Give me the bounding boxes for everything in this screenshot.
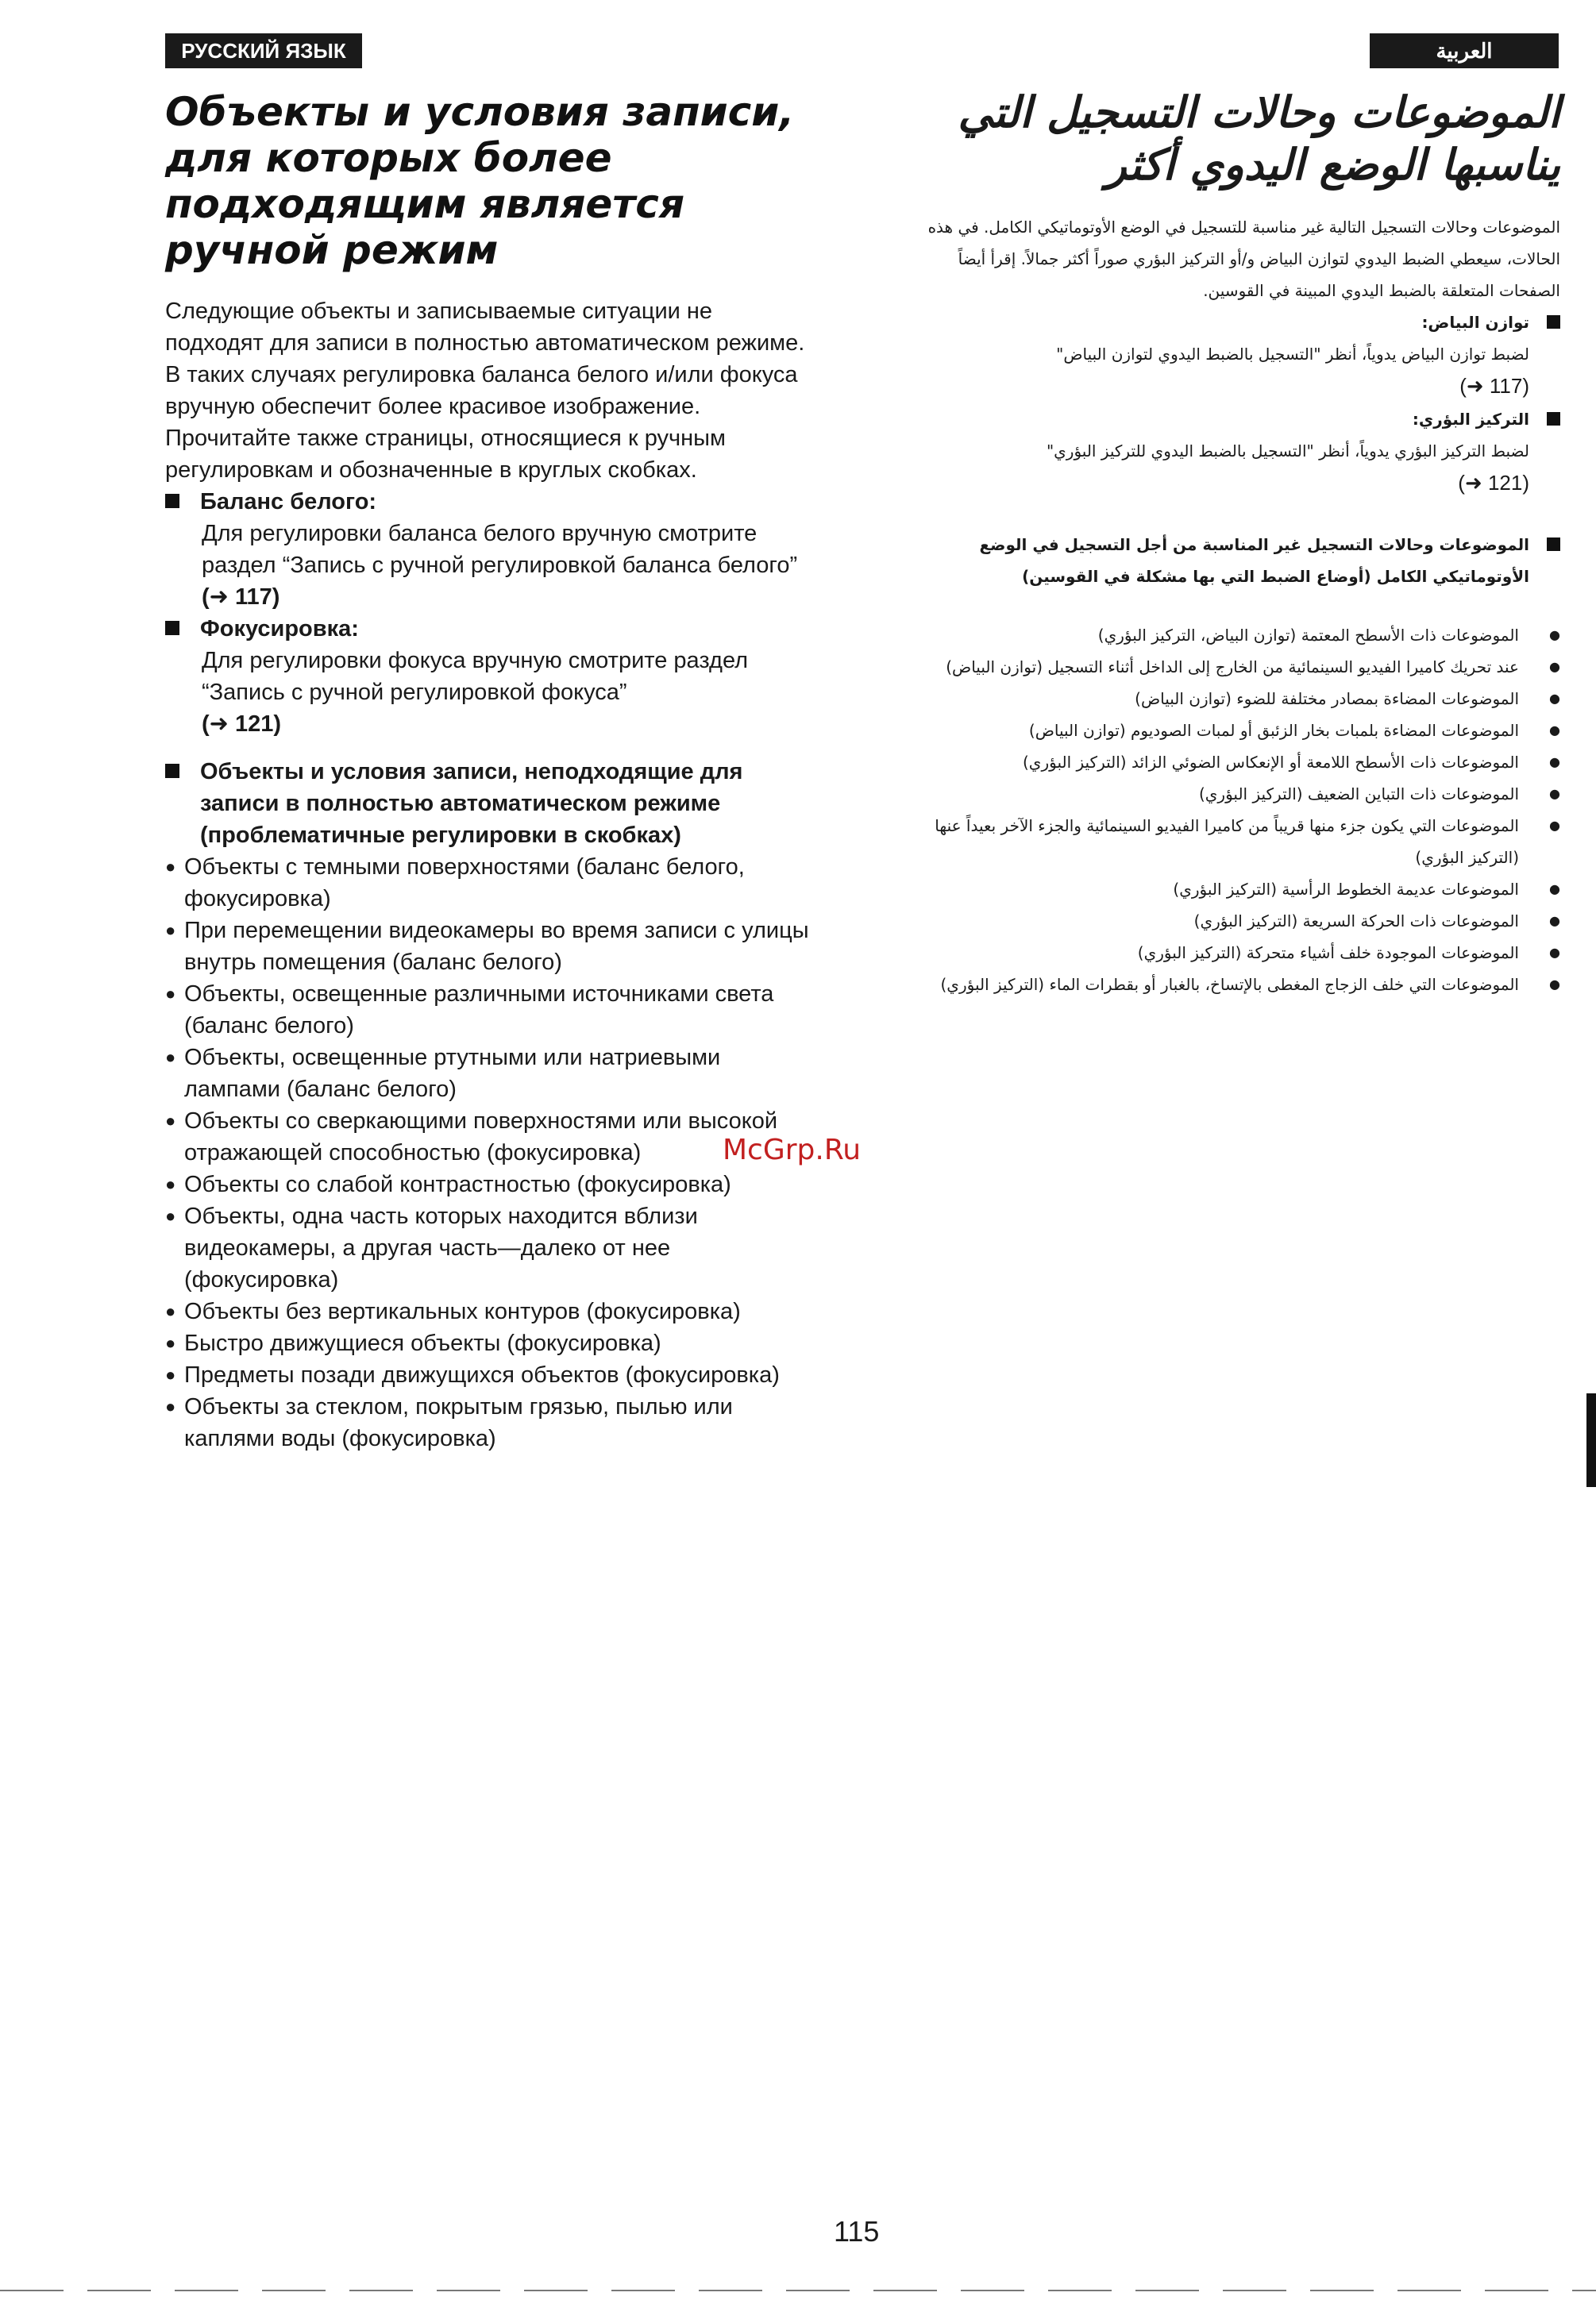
page-number: 115	[834, 2215, 880, 2248]
edge-tab-marker	[1586, 1393, 1596, 1487]
intro-paragraph-arabic: الموضوعات وحالات التسجيل التالية غير مناسبة للتسجيل في الوضع الأوتوماتيكي الكامل. في هذه الحالات، سيعطي الضبط اليدوي لتوازن البياض و/أو التركيز البؤري صوراً أكثر جمالاً. إقرأ أيضاً الصفحات المتعلقة بالضبط اليدوي المبينة في القوسين.	[927, 218, 1560, 300]
section-heading: Объекты и условия записи, неподходящие для записи в полностью автоматическом режиме (проблематичные регулировки в скобках)	[200, 759, 743, 848]
section-heading: الموضوعات وحالات التسجيل غير المناسبة من أجل التسجيل في الوضع الأوتوماتيكي الكامل (أوضاع الضبط التي بها مشكلة في القوسين)	[979, 535, 1529, 586]
list-item: ● الموضوعات ذات التباين الضعيف (التركيز البؤري)	[917, 778, 1560, 810]
language-tab-arabic: العربية	[1370, 33, 1559, 68]
list-item: ● الموضوعات ذات الأسطح اللامعة أو الإنعكاس الضوئي الزائد (التركيز البؤري)	[917, 746, 1560, 778]
section-text: لضبط توازن البياض يدوياً، أنظر "التسجيل بالضبط اليدوي لتوازن البياض"	[1056, 345, 1529, 364]
list-item: ● الموضوعات ذات الحركة السريعة (التركيز البؤري)	[917, 905, 1560, 937]
list-item: ● Быстро движущиеся объекты (фокусировка)	[165, 1327, 816, 1359]
list-item: ● الموضوعات الموجودة خلف أشياء متحركة (التركيز البؤري)	[917, 937, 1560, 969]
language-tab-russian: РУССКИЙ ЯЗЫК	[165, 33, 362, 68]
intro-paragraph: Следующие объекты и записываемые ситуации не подходят для записи в полностью автоматическом режиме. В таких случаях регулировка баланса белого и/или фокуса вручную обеспечит более красивое изображение. Прочитайте также страницы, относящиеся к ручным регулировкам и обозначенные в круглых скобках.	[165, 299, 805, 483]
list-item: ● الموضوعات التي يكون جزء منها قريباً من كاميرا الفيديو السينمائية والجزء الآخر بعيداً عنها (التركيز البؤري)	[917, 810, 1560, 873]
list-item: ● Объекты, освещенные различными источниками света (баланс белого)	[165, 978, 816, 1042]
list-item: ● Объекты без вертикальных контуров (фокусировка)	[165, 1296, 816, 1327]
bullet-square-icon	[165, 621, 179, 635]
bullet-square-icon	[165, 494, 179, 508]
list-item: ● الموضوعات ذات الأسطح المعتمة (توازن البياض، التركيز البؤري)	[917, 619, 1560, 651]
section-text: Для регулировки фокуса вручную смотрите раздел “Запись с ручной регулировкой фокуса”	[202, 648, 749, 705]
list-item: ● Объекты, освещенные ртутными или натриевыми лампами (баланс белого)	[165, 1042, 816, 1105]
white-balance-section	[165, 486, 816, 613]
problem-list-arabic	[917, 619, 1560, 1000]
list-item: ● الموضوعات التي خلف الزجاج المغطى بالإتساخ، بالغبار أو بقطرات الماء (التركيز البؤري)	[917, 969, 1560, 1000]
russian-column	[165, 89, 816, 1454]
page-reference: (➜ 121)	[202, 711, 282, 737]
page-title: Объекты и условия записи, для которых более подходящим является ручной режим	[165, 89, 795, 273]
focus-section-arabic	[917, 403, 1560, 500]
list-item: ● Предметы позади движущихся объектов (фокусировка)	[165, 1359, 816, 1391]
list-item: ● Объекты с темными поверхностями (баланс белого, фокусировка)	[165, 851, 816, 915]
list-item: ● الموضوعات المضاءة بلمبات بخار الزئبق أو لمبات الصوديوم (توازن البياض)	[917, 715, 1560, 746]
bullet-square-icon	[1547, 537, 1560, 551]
list-item: ● Объекты за стеклом, покрытым грязью, пылью или каплями воды (фокусировка)	[165, 1391, 816, 1454]
problem-section-arabic	[917, 529, 1560, 1000]
problem-list	[165, 851, 816, 1454]
page-reference: (➜ 117)	[1459, 374, 1529, 398]
watermark: McGrp.Ru	[723, 1134, 862, 1166]
bullet-square-icon	[165, 764, 179, 778]
page-reference: (➜ 117)	[202, 584, 280, 610]
white-balance-section-arabic	[917, 306, 1560, 403]
problem-section	[165, 756, 816, 1454]
section-heading: Фокусировка:	[200, 616, 359, 641]
focus-section	[165, 613, 816, 740]
bullet-square-icon	[1547, 315, 1560, 329]
list-item: ● الموضوعات عديمة الخطوط الرأسية (التركيز البؤري)	[917, 873, 1560, 905]
page-title-arabic: الموضوعات وحالات التسجيل التي يناسبها الوضع اليدوي أكثر	[958, 87, 1560, 190]
section-text: لضبط التركيز البؤري يدوياً، أنظر "التسجيل بالضبط اليدوي للتركيز البؤري"	[1046, 441, 1529, 460]
arabic-column	[917, 86, 1560, 1016]
list-item: ● الموضوعات المضاءة بمصادر مختلفة للضوء (توازن البياض)	[917, 683, 1560, 715]
section-text: Для регулировки баланса белого вручную смотрите раздел “Запись с ручной регулировкой баланса белого”	[202, 521, 798, 578]
list-item: ● Объекты со слабой контрастностью (фокусировка)	[165, 1169, 816, 1200]
list-item: ● Объекты со сверкающими поверхностями или высокой отражающей способностью (фокусировка)	[165, 1105, 816, 1169]
section-heading: التركيز البؤري:	[1412, 410, 1529, 429]
section-heading: Баланс белого:	[200, 489, 377, 514]
list-item: ● Объекты, одна часть которых находится вблизи видеокамеры, а другая часть—далеко от нее (фокусировка)	[165, 1200, 816, 1296]
list-item: ● عند تحريك كاميرا الفيديو السينمائية من الخارج إلى الداخل أثناء التسجيل (توازن البياض)	[917, 651, 1560, 683]
bullet-square-icon	[1547, 412, 1560, 426]
list-item: ● При перемещении видеокамеры во время записи с улицы внутрь помещения (баланс белого)	[165, 915, 816, 978]
bottom-dashed-rule	[0, 2290, 1596, 2291]
page-reference: (➜ 121)	[1458, 471, 1529, 495]
section-heading: توازن البياض:	[1421, 313, 1529, 332]
